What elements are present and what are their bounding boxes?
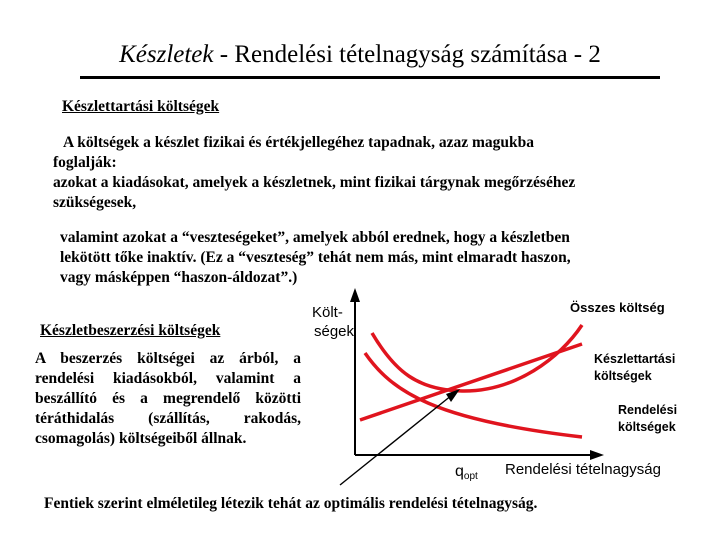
y-axis-arrow xyxy=(350,288,360,302)
procurement-cost-line-4: téráthidalás (szállítás, rakodás, xyxy=(35,410,301,427)
y-axis-label-line-2: ségek xyxy=(314,323,355,340)
q-opt-subscript: opt xyxy=(463,471,478,482)
ordering-cost-label-2: költségek xyxy=(618,420,676,434)
procurement-cost-heading: Készletbeszerzési költségek xyxy=(40,322,221,339)
holding-cost-line-2: foglalják: xyxy=(53,154,117,171)
procurement-cost-line-1: A beszerzés költségei az árból, a xyxy=(35,350,301,367)
conclusion-text: Fentiek szerint elméletileg létezik tehát az optimális rendelési tételnagyság. xyxy=(44,495,538,512)
holding-cost-label-2: költségek xyxy=(594,369,652,383)
ordering-cost-label-1: Rendelési xyxy=(618,403,678,417)
holding-cost-line-3: azokat a kiadásokat, amelyek a készletnek, mint fizikai tárgynak megőrzéséhez xyxy=(53,174,576,191)
holding-cost-line-1: A költségek a készlet fizikai és értékjellegéhez tapadnak, azaz magukba xyxy=(63,134,534,151)
q-opt-label xyxy=(455,463,478,482)
holding-cost-label-1: Készlettartási xyxy=(594,352,676,366)
holding-cost-para2-line-2: lekötött tőke inaktív. (Ez a “veszteség” tehát nem más, mint elmaradt haszon, xyxy=(60,249,571,266)
holding-cost-para2-line-3: vagy másképpen “haszon-áldozat”.) xyxy=(60,269,298,286)
procurement-cost-line-2: rendelési kiadásokból, valamint a xyxy=(35,370,301,387)
total-cost-label: Összes költség xyxy=(570,300,665,315)
holding-cost-heading: Készlettartási költségek xyxy=(62,98,220,115)
procurement-cost-line-3: beszállító és a megrendelő közötti xyxy=(35,390,301,407)
page-title-rest: - Rendelési tételnagyság számítása - 2 xyxy=(213,41,601,68)
y-axis-label-line-1: Költ- xyxy=(312,304,343,321)
procurement-cost-line-5: csomagolás) költségeiből állnak. xyxy=(35,430,247,447)
holding-cost-line-4: szükségesek, xyxy=(53,194,137,211)
holding-cost-para2-line-1: valamint azokat a “veszteségeket”, amelyek abból erednek, hogy a készletben xyxy=(60,229,570,246)
x-axis-arrow xyxy=(590,450,604,460)
x-axis-label: Rendelési tételnagyság xyxy=(505,461,661,478)
page-title-strong: Készletek xyxy=(119,41,214,68)
q-opt-main: q xyxy=(455,463,464,480)
